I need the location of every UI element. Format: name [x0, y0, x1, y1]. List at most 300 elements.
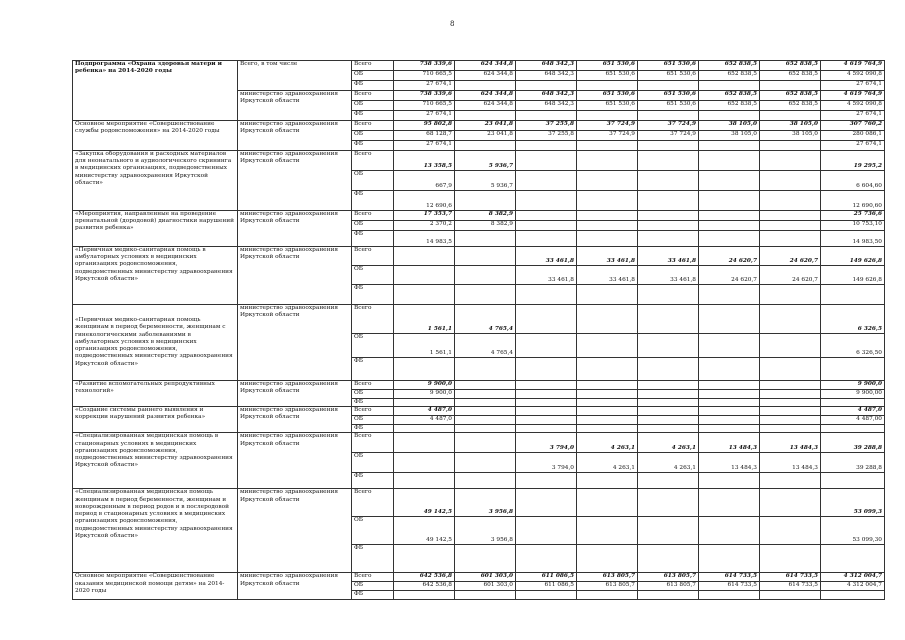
value-cell — [760, 221, 821, 231]
value-cell: 611 086,5 — [516, 582, 577, 591]
value-cell — [394, 591, 455, 600]
value-cell — [760, 399, 821, 407]
value-cell: 37 724,9 — [638, 131, 699, 141]
value-cell: 37 724,9 — [638, 121, 699, 131]
table-row — [73, 151, 885, 171]
value-cell: 23 041,8 — [455, 131, 516, 141]
value-cell — [760, 407, 821, 416]
value-cell: 4 487,0 — [394, 416, 455, 425]
value-cell — [516, 399, 577, 407]
value-cell — [638, 416, 699, 425]
value-cell — [760, 231, 821, 247]
value-cell — [394, 433, 455, 453]
value-cell: 12 690,60 — [821, 191, 885, 211]
value-cell — [699, 517, 760, 545]
value-cell — [760, 151, 821, 171]
value-cell — [638, 111, 699, 121]
activity-name: «Закупка оборудования и расходных материалов для неонатального и аудиологического скрининга в медицинских организациях, подведомственных министерству здравоохранения Иркутской области» — [73, 151, 238, 211]
value-cell — [699, 305, 760, 334]
value-cell — [455, 473, 516, 489]
value-cell — [516, 81, 577, 91]
value-cell: 25 736,6 — [821, 211, 885, 221]
source-cell: ОБ — [352, 71, 394, 81]
value-cell: 38 105,0 — [760, 121, 821, 131]
value-cell — [577, 81, 638, 91]
value-cell: 4 619 764,9 — [821, 91, 885, 101]
value-cell — [394, 266, 455, 285]
value-cell — [577, 141, 638, 151]
source-cell: ФБ — [352, 591, 394, 600]
value-cell — [699, 334, 760, 358]
activity-name: «Специализированная медицинская помощь женщинам в период беременности, женщинам и новорожденным в период родов и в послеродовой период в стационарных условиях в медицинских организациях родовспоможения, подведомственных министерству здравоохранения Иркутской области» — [73, 489, 238, 573]
value-cell: 651 530,6 — [638, 91, 699, 101]
value-cell: 39 288,8 — [821, 453, 885, 473]
value-cell — [699, 407, 760, 416]
value-cell: 14 983,50 — [821, 231, 885, 247]
value-cell — [577, 358, 638, 381]
value-cell: 651 530,6 — [638, 61, 699, 71]
source-cell: ОБ — [352, 171, 394, 191]
value-cell — [760, 517, 821, 545]
value-cell — [577, 591, 638, 600]
value-cell — [577, 381, 638, 390]
table-row — [73, 305, 885, 334]
source-cell: ОБ — [352, 390, 394, 399]
value-cell: 37 724,9 — [577, 121, 638, 131]
value-cell: 49 142,5 — [394, 517, 455, 545]
source-cell: Всего — [352, 489, 394, 517]
value-cell: 710 665,5 — [394, 71, 455, 81]
value-cell — [699, 489, 760, 517]
value-cell: 13 358,5 — [394, 151, 455, 171]
value-cell: 6 326,5 — [821, 305, 885, 334]
value-cell — [699, 381, 760, 390]
value-cell — [760, 285, 821, 305]
value-cell: 24 620,7 — [699, 266, 760, 285]
value-cell — [394, 453, 455, 473]
value-cell — [455, 453, 516, 473]
value-cell: 648 342,3 — [516, 91, 577, 101]
value-cell — [760, 111, 821, 121]
source-cell: Всего — [352, 407, 394, 416]
value-cell: 13 484,3 — [699, 453, 760, 473]
value-cell — [699, 390, 760, 399]
value-cell — [516, 231, 577, 247]
value-cell: 149 626,8 — [821, 266, 885, 285]
value-cell — [638, 171, 699, 191]
value-cell — [760, 305, 821, 334]
value-cell — [577, 416, 638, 425]
executor-cell: министерство здравоохранения Иркутской области — [238, 489, 352, 573]
value-cell: 307 760,2 — [821, 121, 885, 131]
value-cell: 5 936,7 — [455, 151, 516, 171]
value-cell: 652 838,5 — [760, 71, 821, 81]
executor-cell: министерство здравоохранения Иркутской области — [238, 91, 352, 121]
executor-cell: Всего, в том числе — [238, 61, 352, 91]
value-cell: 24 620,7 — [760, 247, 821, 266]
value-cell: 648 342,3 — [516, 71, 577, 81]
value-cell: 33 461,8 — [516, 247, 577, 266]
value-cell — [577, 390, 638, 399]
value-cell — [760, 591, 821, 600]
value-cell — [638, 425, 699, 433]
executor-cell: министерство здравоохранения Иркутской области — [238, 433, 352, 489]
value-cell — [760, 81, 821, 91]
value-cell: 613 805,7 — [577, 582, 638, 591]
source-cell: ОБ — [352, 334, 394, 358]
source-cell: ФБ — [352, 358, 394, 381]
table-row — [73, 489, 885, 517]
source-cell: ФБ — [352, 425, 394, 433]
value-cell — [455, 231, 516, 247]
value-cell: 4 263,1 — [577, 453, 638, 473]
value-cell: 4 487,00 — [821, 416, 885, 425]
source-cell: Всего — [352, 381, 394, 390]
value-cell: 13 484,3 — [760, 433, 821, 453]
activity-name: «Специализированная медицинская помощь в стационарных условиях в медицинских организациях родовспоможения, подведомственных министерству здравоохранения Иркутской области» — [73, 433, 238, 489]
value-cell: 2 370,2 — [394, 221, 455, 231]
value-cell — [577, 473, 638, 489]
value-cell — [577, 305, 638, 334]
value-cell — [638, 358, 699, 381]
value-cell: 5 936,7 — [455, 171, 516, 191]
value-cell: 624 344,8 — [455, 71, 516, 81]
value-cell: 27 674,1 — [394, 81, 455, 91]
value-cell — [455, 407, 516, 416]
value-cell: 9 900,00 — [821, 390, 885, 399]
value-cell — [577, 111, 638, 121]
value-cell: 9 900,0 — [394, 390, 455, 399]
value-cell: 4 765,4 — [455, 305, 516, 334]
value-cell — [516, 171, 577, 191]
table-row — [73, 407, 885, 416]
value-cell — [638, 399, 699, 407]
value-cell — [638, 141, 699, 151]
value-cell: 710 665,5 — [394, 101, 455, 111]
value-cell: 95 802,8 — [394, 121, 455, 131]
budget-table — [72, 60, 885, 600]
executor-cell: министерство здравоохранения Иркутской области — [238, 407, 352, 433]
page-number: 8 — [450, 20, 455, 28]
value-cell — [516, 358, 577, 381]
value-cell — [760, 358, 821, 381]
value-cell: 614 733,5 — [699, 573, 760, 582]
value-cell — [577, 399, 638, 407]
source-cell: Всего — [352, 573, 394, 582]
value-cell — [455, 381, 516, 390]
value-cell — [455, 81, 516, 91]
value-cell: 149 626,8 — [821, 247, 885, 266]
value-cell: 613 805,7 — [638, 573, 699, 582]
table-row — [73, 211, 885, 221]
value-cell: 39 288,8 — [821, 433, 885, 453]
value-cell — [577, 221, 638, 231]
value-cell — [638, 407, 699, 416]
value-cell: 27 674,1 — [821, 81, 885, 91]
value-cell: 24 620,7 — [699, 247, 760, 266]
value-cell: 4 312 004,7 — [821, 573, 885, 582]
value-cell — [455, 141, 516, 151]
value-cell: 4 312 004,7 — [821, 582, 885, 591]
value-cell — [455, 247, 516, 266]
value-cell — [760, 211, 821, 221]
value-cell — [394, 473, 455, 489]
value-cell — [699, 111, 760, 121]
value-cell: 4 765,4 — [455, 334, 516, 358]
value-cell: 1 561,1 — [394, 334, 455, 358]
value-cell — [455, 425, 516, 433]
source-cell: ФБ — [352, 545, 394, 573]
value-cell — [455, 358, 516, 381]
source-cell: Всего — [352, 61, 394, 71]
value-cell — [760, 545, 821, 573]
table-row — [73, 247, 885, 266]
source-cell: ОБ — [352, 101, 394, 111]
value-cell: 17 353,7 — [394, 211, 455, 221]
source-cell: ОБ — [352, 582, 394, 591]
table-row — [73, 121, 885, 131]
value-cell: 614 733,5 — [760, 573, 821, 582]
value-cell: 642 536,8 — [394, 573, 455, 582]
source-cell: Всего — [352, 151, 394, 171]
value-cell: 4 592 090,8 — [821, 101, 885, 111]
value-cell — [821, 425, 885, 433]
value-cell: 12 690,6 — [394, 191, 455, 211]
activity-name: «Развитие вспомогательных репродуктивных технологий» — [73, 381, 238, 407]
value-cell — [638, 473, 699, 489]
value-cell: 652 838,5 — [699, 61, 760, 71]
value-cell: 624 344,8 — [455, 61, 516, 71]
executor-cell: министерство здравоохранения Иркутской области — [238, 381, 352, 407]
value-cell: 648 342,3 — [516, 101, 577, 111]
source-cell: Всего — [352, 211, 394, 221]
value-cell: 53 099,3 — [821, 489, 885, 517]
value-cell — [760, 425, 821, 433]
value-cell — [516, 381, 577, 390]
value-cell — [455, 266, 516, 285]
value-cell: 4 487,0 — [394, 407, 455, 416]
value-cell: 6 326,50 — [821, 334, 885, 358]
value-cell: 4 263,1 — [638, 433, 699, 453]
value-cell: 651 530,6 — [577, 61, 638, 71]
value-cell: 613 805,7 — [638, 582, 699, 591]
value-cell — [699, 211, 760, 221]
value-cell — [760, 473, 821, 489]
value-cell: 4 487,0 — [821, 407, 885, 416]
value-cell — [760, 141, 821, 151]
value-cell — [638, 591, 699, 600]
value-cell — [638, 390, 699, 399]
source-cell: ФБ — [352, 141, 394, 151]
value-cell: 37 255,8 — [516, 131, 577, 141]
value-cell: 651 530,6 — [577, 91, 638, 101]
value-cell — [821, 285, 885, 305]
value-cell — [516, 111, 577, 121]
value-cell — [638, 305, 699, 334]
source-cell: ОБ — [352, 453, 394, 473]
value-cell — [516, 489, 577, 517]
value-cell — [638, 191, 699, 211]
source-cell: ФБ — [352, 473, 394, 489]
value-cell — [577, 407, 638, 416]
source-cell: ОБ — [352, 221, 394, 231]
value-cell — [516, 305, 577, 334]
value-cell — [760, 489, 821, 517]
value-cell: 3 794,0 — [516, 433, 577, 453]
table-row — [73, 61, 885, 71]
value-cell: 651 530,6 — [638, 71, 699, 81]
value-cell — [455, 111, 516, 121]
value-cell: 3 956,8 — [455, 517, 516, 545]
activity-name: Основное мероприятие «Совершенствование службы родовспоможения» на 2014-2020 годы — [73, 121, 238, 151]
activity-name: «Мероприятия, направленные на проведение пренатальной (дородовой) диагностики нарушений развития ребенка» — [73, 211, 238, 247]
value-cell — [699, 425, 760, 433]
value-cell — [516, 407, 577, 416]
value-cell: 8 382,9 — [455, 211, 516, 221]
value-cell — [699, 221, 760, 231]
value-cell — [516, 285, 577, 305]
value-cell — [516, 425, 577, 433]
value-cell — [516, 334, 577, 358]
value-cell — [699, 141, 760, 151]
value-cell — [821, 399, 885, 407]
value-cell — [699, 171, 760, 191]
value-cell — [821, 473, 885, 489]
value-cell: 667,9 — [394, 171, 455, 191]
value-cell: 9 900,0 — [821, 381, 885, 390]
value-cell: 613 805,7 — [577, 573, 638, 582]
source-cell: Всего — [352, 247, 394, 266]
value-cell — [577, 231, 638, 247]
value-cell: 601 303,0 — [455, 582, 516, 591]
source-cell: ФБ — [352, 191, 394, 211]
value-cell — [577, 285, 638, 305]
value-cell: 624 344,8 — [455, 91, 516, 101]
value-cell — [516, 221, 577, 231]
executor-cell: министерство здравоохранения Иркутской области — [238, 121, 352, 151]
source-cell: Всего — [352, 121, 394, 131]
subprogram-name: Подпрограмма «Охрана здоровья матери и ребенка» на 2014-2020 годы — [73, 61, 238, 121]
value-cell — [760, 334, 821, 358]
value-cell: 652 838,5 — [699, 101, 760, 111]
value-cell: 23 041,8 — [455, 121, 516, 131]
value-cell — [516, 390, 577, 399]
value-cell — [394, 285, 455, 305]
value-cell: 280 086,1 — [821, 131, 885, 141]
value-cell — [516, 141, 577, 151]
value-cell: 614 733,5 — [760, 582, 821, 591]
source-cell: ФБ — [352, 399, 394, 407]
value-cell: 652 838,5 — [699, 91, 760, 101]
source-cell: ОБ — [352, 416, 394, 425]
value-cell: 10 753,10 — [821, 221, 885, 231]
value-cell — [577, 545, 638, 573]
value-cell: 652 838,5 — [699, 71, 760, 81]
value-cell — [516, 211, 577, 221]
source-cell: ОБ — [352, 131, 394, 141]
value-cell: 651 530,6 — [577, 71, 638, 81]
table-row — [73, 573, 885, 582]
value-cell — [760, 171, 821, 191]
value-cell: 642 536,8 — [394, 582, 455, 591]
executor-cell: министерство здравоохранения Иркутской области — [238, 151, 352, 211]
value-cell — [699, 285, 760, 305]
value-cell: 3 956,8 — [455, 489, 516, 517]
value-cell: 4 263,1 — [577, 433, 638, 453]
value-cell: 33 461,8 — [577, 266, 638, 285]
value-cell: 652 838,5 — [760, 101, 821, 111]
value-cell — [516, 517, 577, 545]
value-cell: 53 099,30 — [821, 517, 885, 545]
value-cell — [394, 545, 455, 573]
value-cell — [699, 151, 760, 171]
source-cell: ОБ — [352, 266, 394, 285]
value-cell — [760, 390, 821, 399]
value-cell: 652 838,5 — [760, 61, 821, 71]
value-cell — [577, 151, 638, 171]
value-cell — [516, 591, 577, 600]
value-cell — [516, 151, 577, 171]
value-cell: 4 263,1 — [638, 453, 699, 473]
value-cell — [638, 211, 699, 221]
value-cell: 13 484,3 — [760, 453, 821, 473]
source-cell: Всего — [352, 433, 394, 453]
value-cell: 611 086,5 — [516, 573, 577, 582]
value-cell — [699, 545, 760, 573]
value-cell — [699, 358, 760, 381]
value-cell — [394, 247, 455, 266]
value-cell: 651 530,6 — [577, 101, 638, 111]
value-cell — [577, 171, 638, 191]
value-cell — [455, 399, 516, 407]
value-cell — [394, 399, 455, 407]
value-cell — [394, 425, 455, 433]
value-cell: 6 604,60 — [821, 171, 885, 191]
value-cell: 33 461,8 — [638, 247, 699, 266]
value-cell: 33 461,8 — [516, 266, 577, 285]
value-cell — [577, 334, 638, 358]
value-cell — [455, 416, 516, 425]
value-cell: 738 339,6 — [394, 61, 455, 71]
source-cell: ФБ — [352, 231, 394, 247]
value-cell: 38 105,0 — [760, 131, 821, 141]
value-cell: 38 105,0 — [699, 131, 760, 141]
value-cell — [760, 416, 821, 425]
value-cell — [638, 517, 699, 545]
source-cell: ФБ — [352, 81, 394, 91]
value-cell: 37 724,9 — [577, 131, 638, 141]
value-cell: 4 619 764,9 — [821, 61, 885, 71]
source-cell: ФБ — [352, 111, 394, 121]
value-cell: 38 105,0 — [699, 121, 760, 131]
value-cell: 4 592 090,8 — [821, 71, 885, 81]
value-cell — [516, 191, 577, 211]
value-cell — [821, 545, 885, 573]
value-cell: 1 561,1 — [394, 305, 455, 334]
value-cell — [455, 191, 516, 211]
value-cell: 8 382,9 — [455, 221, 516, 231]
value-cell — [699, 416, 760, 425]
value-cell: 14 983,5 — [394, 231, 455, 247]
value-cell: 13 484,3 — [699, 433, 760, 453]
activity-name: «Первичная медико-санитарная помощь в амбулаторных условиях в медицинских организациях родовспоможения, подведомственных министерству здравоохранения Иркутской области» — [73, 247, 238, 305]
value-cell — [455, 545, 516, 573]
value-cell: 624 344,8 — [455, 101, 516, 111]
value-cell — [638, 489, 699, 517]
value-cell: 652 838,5 — [760, 91, 821, 101]
value-cell — [394, 358, 455, 381]
value-cell — [577, 211, 638, 221]
